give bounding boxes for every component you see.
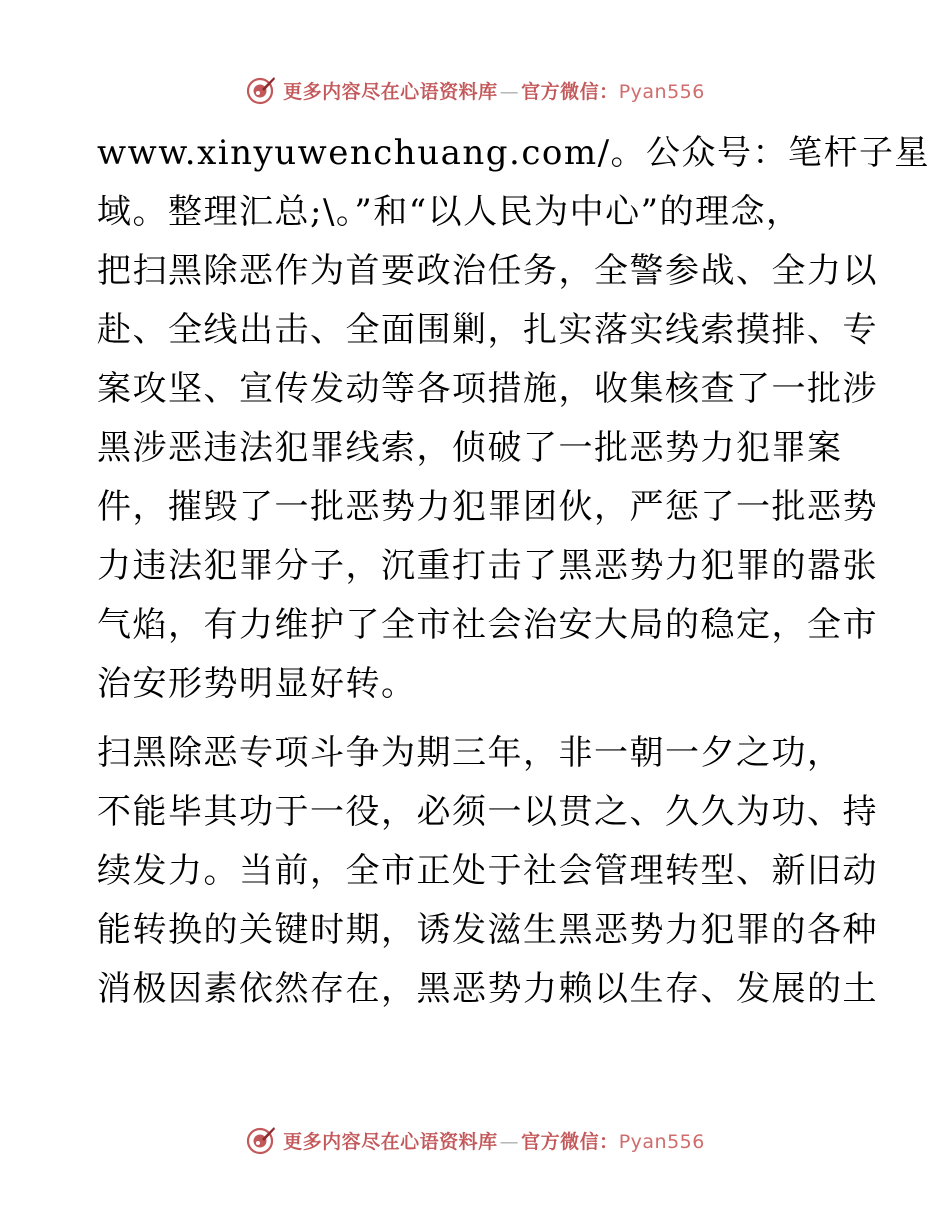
text-line: 把扫黑除恶作为首要政治任务，全警参战、全力以 — [97, 251, 878, 291]
paragraph-1 — [97, 124, 931, 714]
text-line: 治安形势明显好转。 — [97, 664, 417, 704]
text-line: 气焰，有力维护了全市社会治安大局的稳定，全市 — [97, 605, 878, 645]
text-line: 能转换的关键时期，诱发滋生黑恶势力犯罪的各种 — [97, 910, 878, 950]
text-line: 黑涉恶违法犯罪线索，侦破了一批恶势力犯罪案 — [97, 428, 843, 468]
banner-text — [283, 1127, 705, 1154]
banner-text — [283, 77, 705, 104]
banner-wechat-label: 官方微信： — [521, 1130, 619, 1153]
text-line: 件，摧毁了一批恶势力犯罪团伙，严惩了一批恶势 — [97, 487, 878, 527]
banner-main-text: 更多内容尽在心语资料库 — [283, 80, 498, 103]
banner-wechat-id: Pyan556 — [618, 80, 705, 103]
text-line: 不能毕其功于一役，必须一以贯之、久久为功、持 — [97, 792, 878, 832]
text-line: www.xinyuwenchuang.com/。公众号：笔杆子星 — [97, 133, 931, 173]
quill-logo-icon — [245, 74, 277, 106]
banner-wechat-label: 官方微信： — [521, 80, 619, 103]
text-line: 力违法犯罪分子，沉重打击了黑恶势力犯罪的嚣张 — [97, 546, 878, 586]
text-line: 续发力。当前，全市正处于社会管理转型、新旧动 — [97, 851, 878, 891]
banner-dash: — — [499, 1130, 520, 1153]
text-line: 消极因素依然存在，黑恶势力赖以生存、发展的土 — [97, 969, 878, 1009]
text-line: 案攻坚、宣传发动等各项措施，收集核查了一批涉 — [97, 369, 878, 409]
paragraph-spacer — [97, 714, 857, 724]
quill-logo-icon — [245, 1124, 277, 1156]
banner-dash: — — [499, 80, 520, 103]
paragraph-2 — [97, 724, 878, 1019]
text-line: 域。整理汇总;\。”和“以人民为中心”的理念， — [97, 192, 802, 232]
header-banner — [0, 70, 950, 110]
footer-banner — [0, 1120, 950, 1160]
text-line: 扫黑除恶专项斗争为期三年，非一朝一夕之功， — [97, 733, 843, 773]
text-line: 赴、全线出击、全面围剿，扎实落实线索摸排、专 — [97, 310, 878, 350]
banner-wechat-id: Pyan556 — [618, 1130, 705, 1153]
document-body — [97, 124, 931, 1019]
banner-main-text: 更多内容尽在心语资料库 — [283, 1130, 498, 1153]
